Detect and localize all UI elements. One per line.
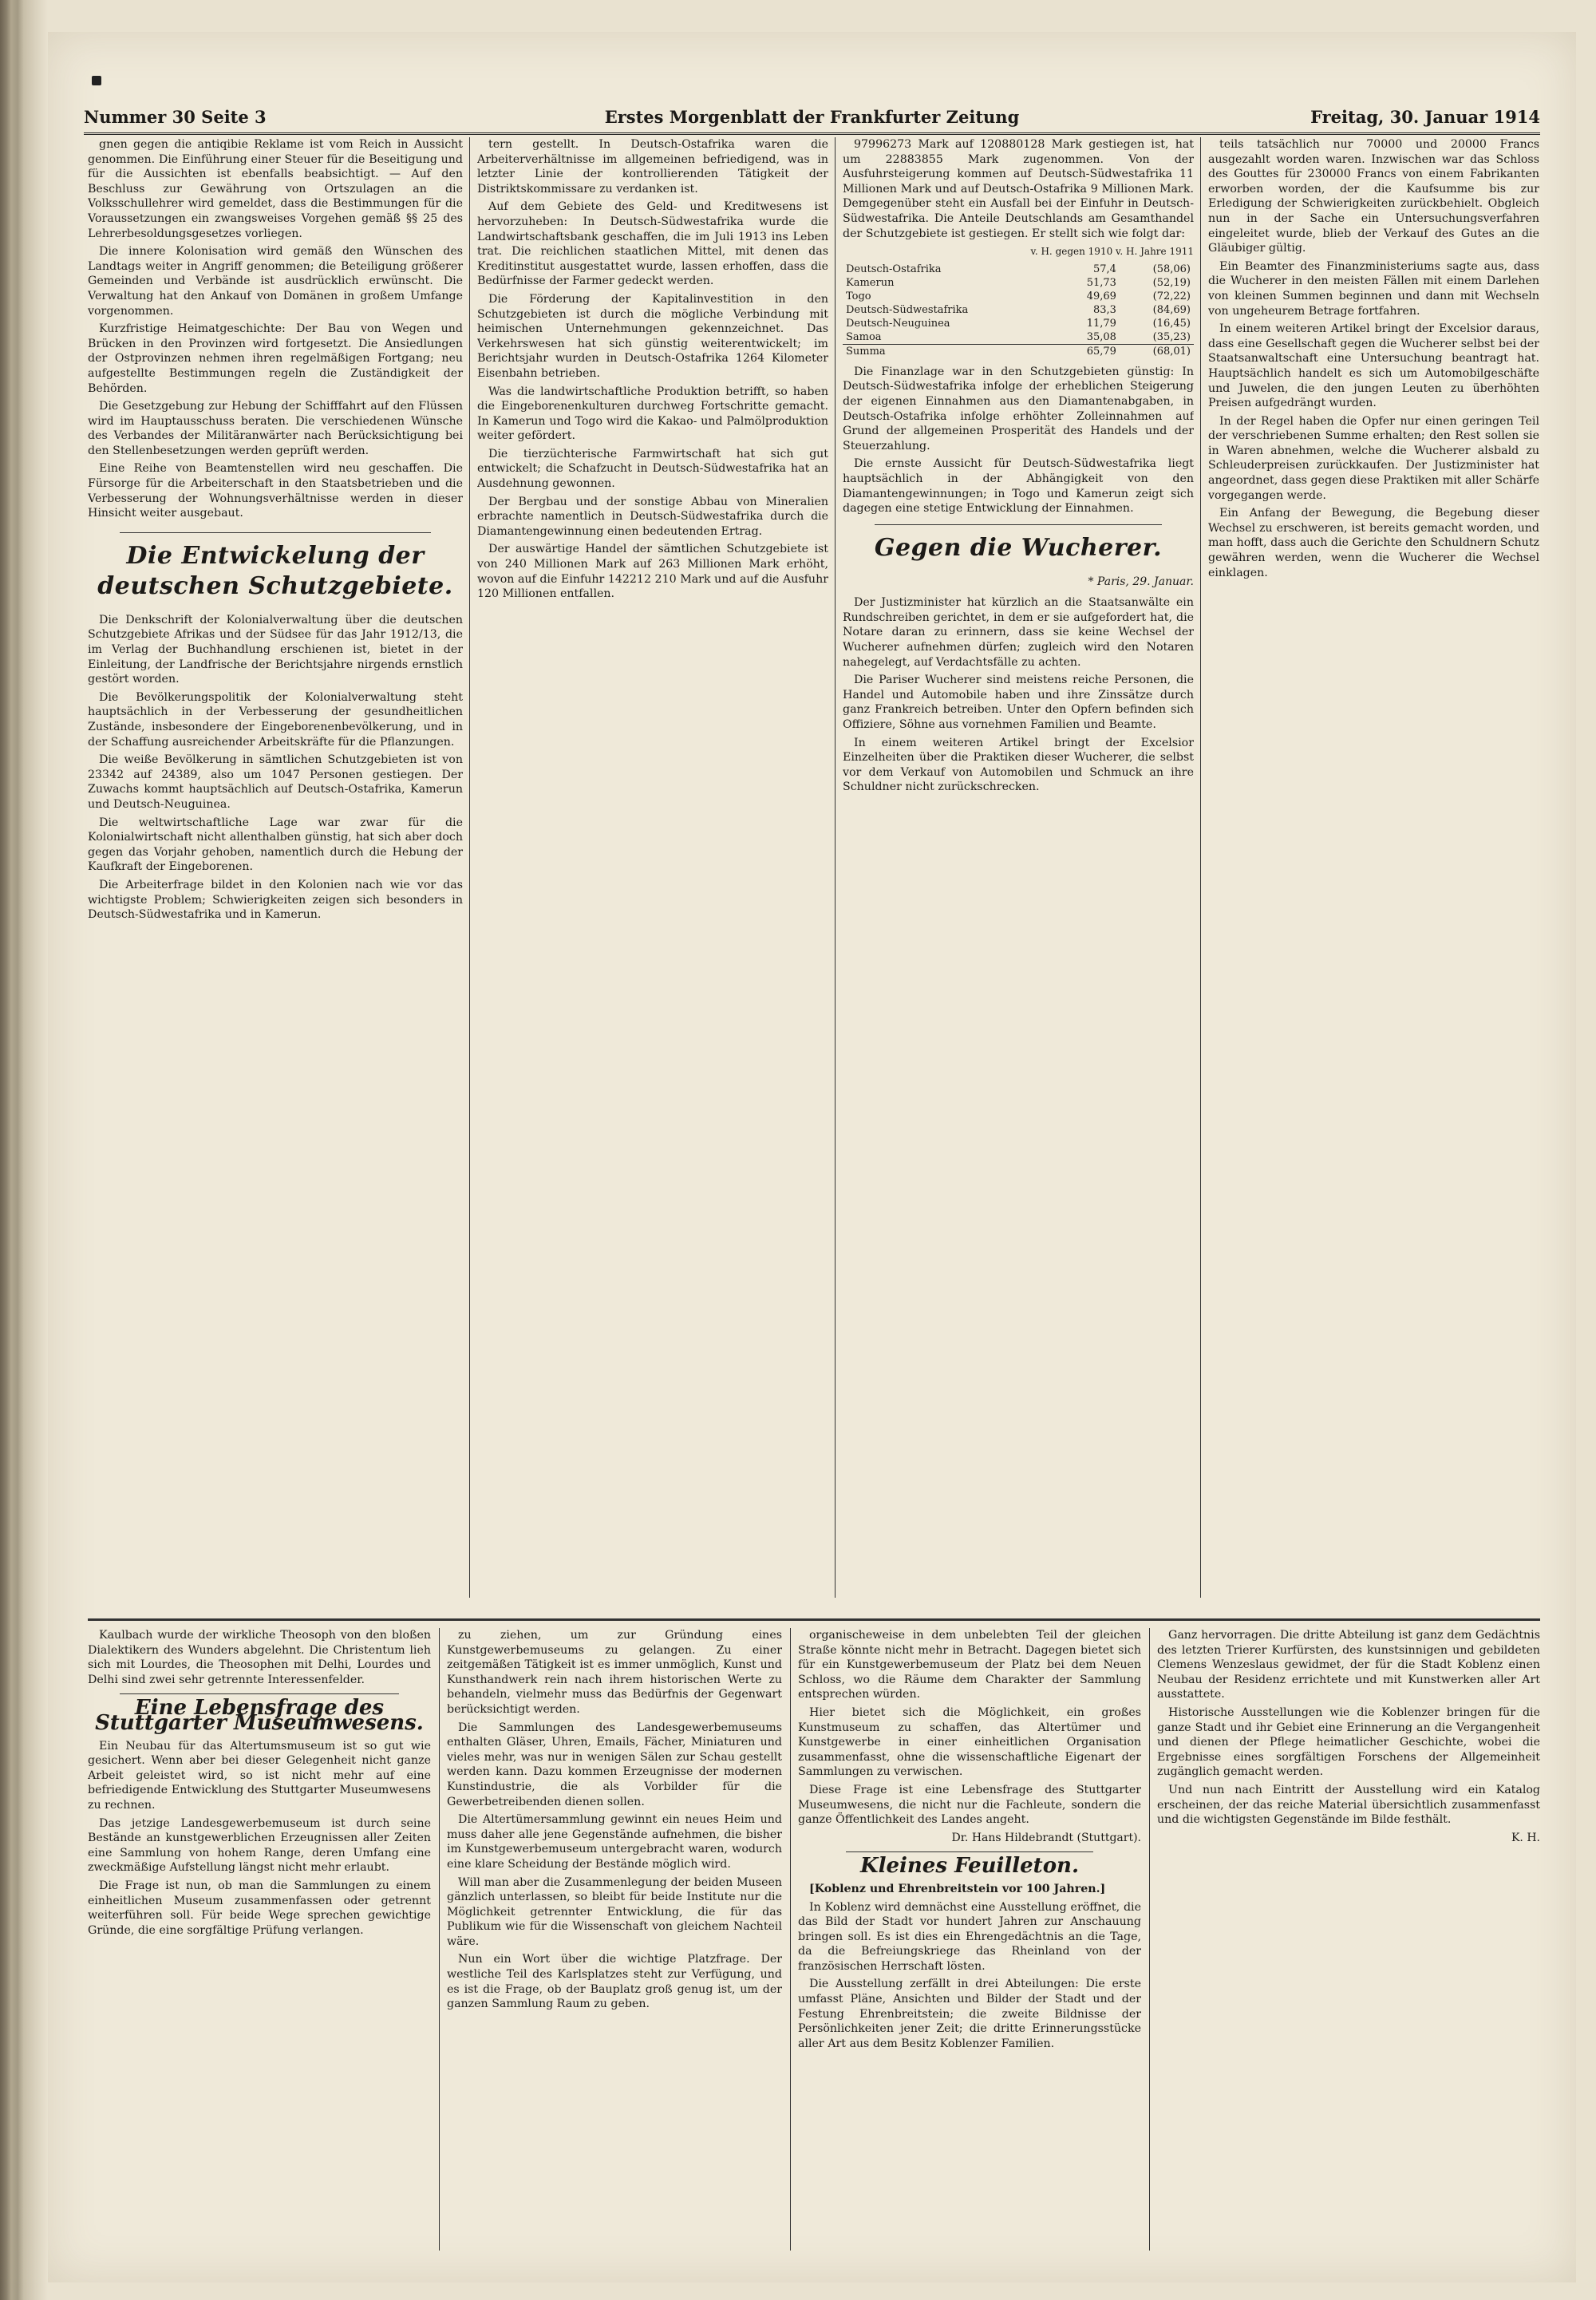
paragraph: Die innere Kolonisation wird gemäß den Wünschen des Landtags weiter in Angriff genommen; die Beteiligung größerer Gemeinden und Verbände ist ausdrücklich erwünscht. Die Verwaltung hat den Ankauf von Domänen in großem Umfange vorgenommen.	[88, 245, 463, 318]
paragraph: tern gestellt. In Deutsch-Ostafrika waren die Arbeiterverhältnisse im allgemeinen befriedigend, was in letzter Linie der kontrollierenden Tätigkeit der Distriktskommissare zu verdanken ist.	[477, 138, 828, 196]
paragraph: Das jetzige Landesgewerbemuseum ist durch seine Bestände an kunstgewerblichen Erzeugnissen aller Zeiten eine Sammlung von hohem Range, deren Umfang eine zweckmäßige Aufstellung längst nicht mehr erlaubt.	[88, 1816, 431, 1875]
lower-column-3	[798, 1628, 1141, 2251]
paragraph: Die Pariser Wucherer sind meistens reiche Personen, die Handel und Automobile haben und ihre Zinssätze durch ganz Frankreich betreiben. Unter den Opfern befinden sich Offiziere, Söhne aus vornehmen Familien und Beamte.	[843, 674, 1194, 732]
column-rule	[1200, 137, 1201, 1598]
section-divider	[875, 524, 1162, 525]
paragraph: Die Arbeiterfrage bildet in den Kolonien nach wie vor das wichtigste Problem; Schwierigkeiten zeigen sich besonders in Deutsch-Südwestafrika und in Kamerun.	[88, 878, 463, 922]
issue-date: Freitag, 30. Januar 1914	[1310, 107, 1540, 127]
paragraph: Diese Frage ist eine Lebensfrage des Stuttgarter Museumwesens, die nicht nur die Fachleute, sondern die ganze Öffentlichkeit des Landes angeht.	[798, 1783, 1141, 1827]
paragraph: Die Denkschrift der Kolonialverwaltung über die deutschen Schutzgebiete Afrikas und der Südsee für das Jahr 1912/13, die im Verlag der Buchhandlung erschienen ist, bietet in der Einleitung, der Landfrische der Berichtsjahre nirgends ernstlich gestört worden.	[88, 613, 463, 686]
paragraph: Ein Beamter des Finanzministeriums sagte aus, dass die Wucherer in den meisten Fällen mit einem Darlehen von kleinen Summen beginnen und dann mit Wechseln von ungeheurem Betrage fortfahren.	[1208, 259, 1539, 318]
paragraph: Will man aber die Zusammenlegung der beiden Museen gänzlich unterlassen, so bleibt für beide Institute nur die Möglichkeit getrennter Entwicklung, die für das Publikum wie für die Wissenschaft von gleichem Nachteil wäre.	[447, 1875, 782, 1948]
paragraph: Historische Ausstellungen wie die Koblenzer bringen für die ganze Stadt und ihr Gebiet eine Erinnerung an die Vergangenheit und dienen der Pflege heimatlicher Geschichte, wobei die Ergebnisse eines sorgfältigen Forschens der Allgemeinheit zugänglich gemacht werden.	[1157, 1705, 1540, 1779]
paragraph: Der Justizminister hat kürzlich an die Staatsanwälte ein Rundschreiben gerichtet, in dem er sie aufgefordert hat, die Notare daran zu erinnern, dass sie keine Wechsel der Wucherer aufnehmen dürfen; zugleich wird den Notaren nahegelegt, auf Verdachtsfälle zu achten.	[843, 596, 1194, 669]
paragraph: Die tierzüchterische Farmwirtschaft hat sich gut entwickelt; die Schafzucht in Deutsch-Südwestafrika hat an Ausdehnung gewonnen.	[477, 447, 828, 491]
table-row: Deutsch-Ostafrika 57,4 (58,06)	[846, 263, 1191, 275]
paragraph: Der auswärtige Handel der sämtlichen Schutzgebiete ist von 240 Millionen Mark auf 263 Millionen Mark erhöht, wovon auf die Einfuhr 142212 210 Mark und auf die Ausfuhr 120 Millionen entfallen.	[477, 543, 828, 601]
lower-column-1	[88, 1628, 431, 2251]
table-row: Kamerun 51,73 (52,19)	[846, 276, 1191, 289]
paragraph: Die weltwirtschaftliche Lage war zwar für die Kolonialwirtschaft nicht allenthalben günstig, hat sich aber doch gegen das Vorjahr gehoben, namentlich durch die Hebung der Kaufkraft der Eingeborenen.	[88, 816, 463, 874]
paragraph: Ein Neubau für das Altertumsmuseum ist so gut wie gesichert. Wenn aber bei dieser Gelegenheit nicht ganze Arbeit geleistet wird, so ist nicht mehr auf eine befriedigende Entwicklung des Stuttgarter Museumwesens zu rechnen.	[88, 1739, 431, 1812]
table-row: Deutsch-Südwestafrika 83,3 (84,69)	[846, 303, 1191, 316]
paragraph: In einem weiteren Artikel bringt der Excelsior daraus, dass eine Gesellschaft gegen die Wucherer selbst bei der Staatsanwaltschaft eine Untersuchung beantragt hat. Hauptsächlich handelt es sich um Automobilgeschäfte und Juwelen, die den jungen Leuten zu überhöhten Preisen aufgedrängt wurden.	[1208, 322, 1539, 410]
article-headline-schutzgebiete: Die Entwickelung der deutschen Schutzgebiete.	[97, 541, 453, 600]
section-divider	[120, 1693, 399, 1694]
column-rule	[439, 1628, 440, 2251]
paragraph: Kaulbach wurde der wirkliche Theosoph von den bloßen Dialektikern des Wunders abgelehnt. Die Christentum lieh sich mit Lourdes, die Theosophen mit Delhi, Lourdes und Delhi sind zwei sehr getrennte Interessenfelder.	[88, 1629, 431, 1686]
table-header: v. H. gegen 1910 v. H. Jahre 1911	[1030, 246, 1194, 258]
feuilleton-rule	[88, 1618, 1540, 1621]
feuilleton-headline: Kleines Feuilleton.	[860, 1854, 1079, 1879]
table-row: Samoa 35,08 (35,23)	[846, 330, 1191, 343]
page-header	[84, 104, 1540, 135]
column-1	[88, 137, 463, 1606]
paragraph: Hier bietet sich die Möglichkeit, ein großes Kunstmuseum zu schaffen, das Altertümer und Kunstgewerbe in einer einheitlichen Organisation zusammenfasst, ohne die wissenschaftliche Eigenart der Sammlungen zu verwischen.	[798, 1705, 1141, 1779]
paragraph: Die Altertümersammlung gewinnt ein neues Heim und muss daher alle jene Gegenstände aufnehmen, die bisher im Kunstgewerbemuseum untergebracht waren, wodurch eine klare Scheidung der Bestände möglich wird.	[447, 1813, 782, 1871]
page-edge-shadow	[0, 0, 48, 2300]
paragraph: Eine Reihe von Beamtenstellen wird neu geschaffen. Die Fürsorge für die Arbeiterschaft in den Staatsbetrieben und die Verbesserung der Wohnungsverhältnisse werden in dieser Hinsicht weiter ausgebaut.	[88, 462, 463, 520]
paragraph: teils tatsächlich nur 70000 und 20000 Francs ausgezahlt worden waren. Inzwischen war das Schloss des Gouttes für 230000 Francs von einem Fabrikanten erworben worden, der die Kaufsumme bis zur Erledigung der Schwierigkeiten zurückbehielt. Obgleich nun in der Sache ein Untersuchungsverfahren eingeleitet wurde, blieb der Verkauf des Gutes an die Gläubiger gültig.	[1208, 138, 1539, 255]
table-total-row: Summa 65,79 (68,01)	[843, 344, 1194, 358]
paragraph: In Koblenz wird demnächst eine Ausstellung eröffnet, die das Bild der Stadt vor hundert Jahren zur Anschauung bringen soll. Es ist dies ein Ehrengedächtnis an die Tage, da die Befreiungskriege das Rheinland von der französischen Herrschaft lösten.	[798, 1900, 1141, 1973]
column-rule	[1149, 1628, 1150, 2251]
feuilleton-item-title: [Koblenz und Ehrenbreitstein vor 100 Jahren.]	[809, 1882, 1106, 1895]
paragraph: Auf dem Gebiete des Geld- und Kreditwesens ist hervorzuheben: In Deutsch-Südwestafrika wurde die Landwirtschaftsbank geschaffen, die im Juli 1913 ins Leben trat. Die reichlichen staatlichen Mittel, mit denen das Kreditinstitut ausgestattet wurde, lassen erhoffen, dass die Bedürfnisse der Farmer gedeckt werden.	[477, 200, 828, 288]
author-signature: K. H.	[1511, 1831, 1540, 1844]
column-4	[1208, 137, 1539, 1606]
paragraph: In einem weiteren Artikel bringt der Excelsior Einzelheiten über die Praktiken dieser Wucherer, die selbst vor dem Verkauf von Automobilen und Schmuck an ihre Schuldner nicht zurückschrecken.	[843, 736, 1194, 794]
paragraph: Der Bergbau und der sonstige Abbau von Mineralien erbrachte namentlich in Deutsch-Südwestafrika durch die Diamantengewinnung einen bedeutenden Ertrag.	[477, 495, 828, 538]
paragraph: gnen gegen die antiqibie Reklame ist vom Reich in Aussicht genommen. Die Einführung einer Steuer für die Beseitigung und für die Aussichten ist ebenfalls beabsichtigt. — Auf den Beschluss zur Gewährung von Ortszulagen an die Volksschullehrer wird gemeldet, dass die Bestimmungen für die Voraussetzungen ein zwangsweises Vorgehen gemäß §§ 25 des Lehrerbesoldungsgesetzes vorliegen.	[88, 138, 463, 240]
column-rule	[469, 137, 470, 1598]
paragraph: Nun ein Wort über die wichtige Platzfrage. Der westliche Teil des Karlsplatzes steht zur Verfügung, und es ist die Frage, ob der Bauplatz groß genug ist, um der ganzen Sammlung Raum zu geben.	[447, 1953, 782, 2011]
paragraph: Die Sammlungen des Landesgewerbemuseums enthalten Gläser, Uhren, Emails, Fächer, Miniaturen und vieles mehr, was nur in wenigen Sälen zur Schau gestellt werden kann. Dazu kommen Erzeugnisse der modernen Kunstindustrie, die als Vorbilder für die Gewerbetreibenden dienen sollen.	[447, 1721, 782, 1808]
paragraph: zu ziehen, um zur Gründung eines Kunstgewerbemuseums zu gelangen. Zu einer zeitgemäßen Tätigkeit ist es immer unmöglich, Kunst und Kunsthandwerk rein nach ihrem historischen Werte zu behandeln, vielmehr muss das Bedürfnis der Gegenwart berücksichtigt werden.	[447, 1629, 782, 1716]
article-headline-museum: Eine Lebensfrage des Stuttgarter Museumwesens.	[95, 1696, 424, 1735]
table-row: Togo 49,69 (72,22)	[846, 290, 1191, 302]
lower-column-2	[447, 1628, 782, 2251]
newspaper-title: Erstes Morgenblatt der Frankfurter Zeitung	[604, 107, 1020, 127]
paragraph: organischeweise in dem unbelebten Teil der gleichen Straße könnte nicht mehr in Betracht. Dagegen bietet sich für ein Kunstgewerbemuseum der Platz bei dem Neuen Schloss, wo die Räume dem Charakter der Sammlung entsprechen würden.	[798, 1629, 1141, 1701]
author-signature: Dr. Hans Hildebrandt (Stuttgart).	[951, 1831, 1141, 1844]
column-3	[843, 137, 1194, 1606]
paragraph: Die Ausstellung zerfällt in drei Abteilungen: Die erste umfasst Pläne, Ansichten und Bilder der Stadt und der Festung Ehrenbreitstein; die zweite Bildnisse der Persönlichkeiten jener Zeit; die dritte Erinnerungsstücke aller Art aus dem Besitz Koblenzer Familien.	[798, 1978, 1141, 2050]
page-marker	[92, 76, 101, 85]
trade-share-table	[843, 263, 1194, 358]
paragraph: Was die landwirtschaftliche Produktion betrifft, so haben die Eingeborenenkulturen durchweg Fortschritte gemacht. In Kamerun und Togo wird die Kakao- und Palmölproduktion weiter gefördert.	[477, 385, 828, 443]
paragraph: Ein Anfang der Bewegung, die Begebung dieser Wechsel zu erschweren, ist bereits gemacht worden, und man hofft, dass auch die Gerichte den Schuldnern Schutz gewähren werden, wenn die Wucherer die Wechsel einklagen.	[1208, 507, 1539, 579]
column-rule	[790, 1628, 791, 2251]
paragraph: Ganz hervorragen. Die dritte Abteilung ist ganz dem Gedächtnis des letzten Trierer Kurfürsten, des kunstsinnigen und gebildeten Clemens Wenzeslaus gewidmet, der für die Stadt Koblenz einen Neubau der Residenz errichtete und mit Kunstwerken aller Art ausstattete.	[1157, 1629, 1540, 1701]
paragraph: Und nun nach Eintritt der Ausstellung wird ein Katalog erscheinen, der das reiche Material übersichtlich zusammenfasst und die wichtigsten Gegenstände im Bilde festhält.	[1157, 1783, 1540, 1827]
column-rule	[835, 137, 836, 1598]
paragraph: Die weiße Bevölkerung in sämtlichen Schutzgebieten ist von 23342 auf 24389, also um 1047 Personen gestiegen. Der Zuwachs kommt hauptsächlich auf Deutsch-Ostafrika, Kamerun und Deutsch-Neuguinea.	[88, 753, 463, 811]
issue-number: Nummer 30 Seite 3	[84, 107, 267, 127]
col1-intro	[88, 137, 463, 521]
section-divider	[120, 532, 431, 533]
article-headline-wucherer: Gegen die Wucherer.	[874, 533, 1163, 562]
paragraph: Die Finanzlage war in den Schutzgebieten günstig: In Deutsch-Südwestafrika infolge der erheblichen Steigerung der eigenen Einnahmen aus den Diamantenabgaben, in Deutsch-Ostafrika infolge erhöhter Zolleinnahmen auf Grund der allgemeinen Prosperität des Handels und der Steuerzahlung.	[843, 365, 1194, 452]
table-row: Deutsch-Neuguinea 11,79 (16,45)	[846, 317, 1191, 330]
paragraph: Die Gesetzgebung zur Hebung der Schifffahrt auf den Flüssen wird im Hauptausschuss beraten. Die verschiedenen Wünsche des Verbandes der Militäranwärter nach Berücksichtigung bei den Stellenbesetzungen werden geprüft werden.	[88, 400, 463, 457]
section-divider	[846, 1851, 1093, 1852]
paragraph: Kurzfristige Heimatgeschichte: Der Bau von Wegen und Brücken in den Provinzen wird fortgesetzt. Die Ansiedlungen der Ostprovinzen nehmen ihren regelmäßigen Fortgang; neu aufgestellte Bestimmungen regeln die Zuständigkeit der Behörden.	[88, 322, 463, 395]
column-2	[477, 137, 828, 1606]
paragraph: Die Frage ist nun, ob man die Sammlungen zu einem einheitlichen Museum zusammenfassen oder getrennt weiterführen soll. Für beide Wege sprechen gewichtige Gründe, die eine sorgfältige Prüfung verlangen.	[88, 1879, 431, 1937]
lower-column-4	[1157, 1628, 1540, 2251]
paragraph: 97996273 Mark auf 120880128 Mark gestiegen ist, hat um 22883855 Mark zugenommen. Von der Ausfuhrsteigerung kommen auf Deutsch-Südwestafrika 11 Millionen Mark und auf Deutsch-Ostafrika 9 Millionen Mark. Demgegenüber steht ein Ausfall bei der Einfuhr in Deutsch-Südwestafrika. Die Anteile Deutschlands am Gesamthandel der Schutzgebiete ist gestiegen. Er stellt sich wie folgt dar:	[843, 138, 1194, 240]
dateline: * Paris, 29. Januar.	[1088, 575, 1194, 588]
paragraph: Die ernste Aussicht für Deutsch-Südwestafrika liegt hauptsächlich in der Abhängigkeit von den Diamantengewinnungen; in Togo und Kamerun zeigt sich dagegen eine stetige Entwicklung der Einnahmen.	[843, 457, 1194, 516]
paragraph: Die Förderung der Kapitalinvestition in den Schutzgebieten ist durch die mögliche Verbindung mit heimischen Unternehmungen gekennzeichnet. Das Verkehrswesen hat sich günstig weiterentwickelt; im Berichtsjahr wurden in Deutsch-Ostafrika 1264 Kilometer Eisenbahn betrieben.	[477, 292, 828, 380]
paragraph: Die Bevölkerungspolitik der Kolonialverwaltung steht hauptsächlich in der Verbesserung der gesundheitlichen Zustände, insbesondere der Eingeborenenbevölkerung, und in der Schaffung ausreichender Arbeitskräfte für die Pflanzungen.	[88, 690, 463, 749]
paragraph: In der Regel haben die Opfer nur einen geringen Teil der verschriebenen Summe erhalten; den Rest sollen sie in Waren abnehmen, welche die Wucherer alsbald zu Schleuderpreisen zurückkaufen. Der Justizminister hat angeordnet, dass gegen diese Praktiken mit aller Schärfe vorgegangen werde.	[1208, 414, 1539, 502]
